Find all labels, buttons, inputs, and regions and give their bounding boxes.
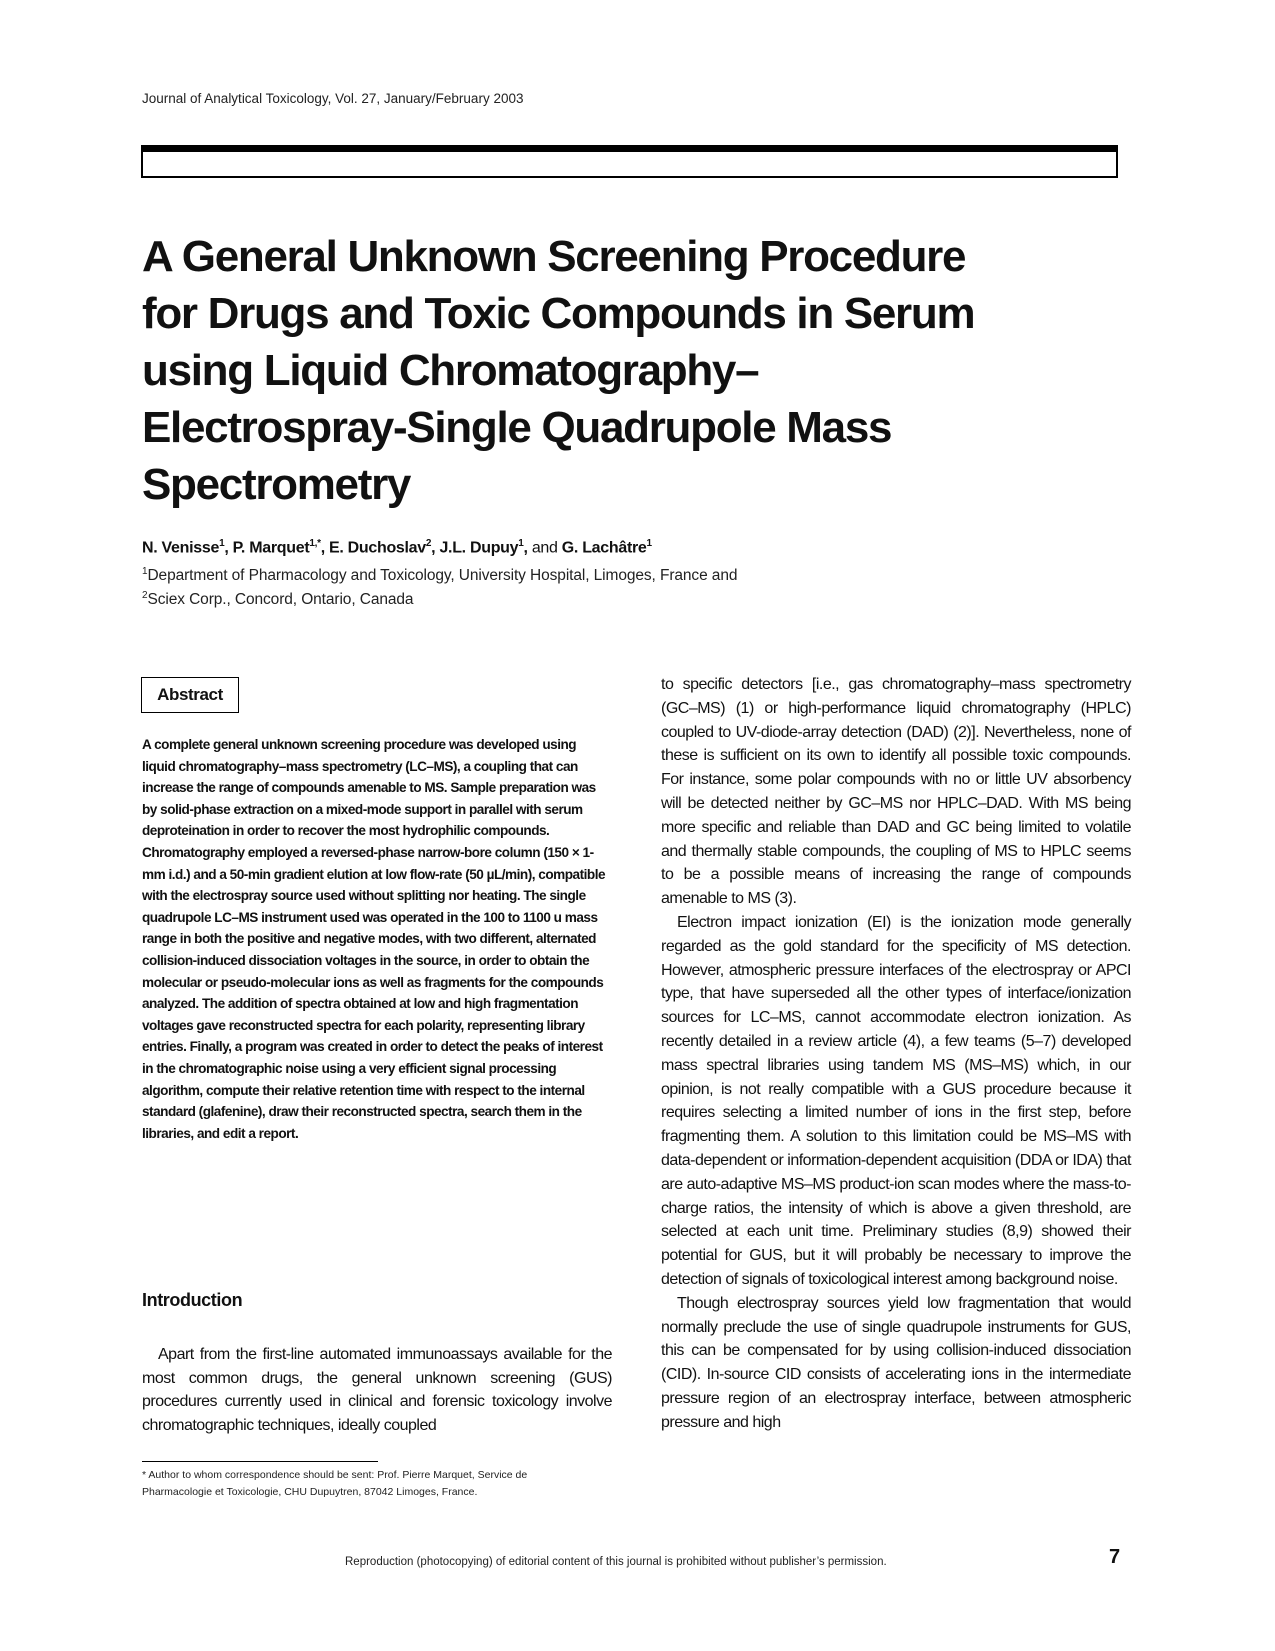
journal-citation: Journal of Analytical Toxicology, Vol. 27, January/February 2003 (142, 91, 524, 106)
author-list: N. Venisse$^1$, P. Marquet$^{1,*}$, E. Duchoslav$^2$, J.L. Dupuy$^1$, and G. Lachâtre$^1$ (142, 538, 652, 557)
correspondence-footnote: * Author to whom correspondence should be sent: Prof. Pierre Marquet, Service de Pharmacologie et Toxicologie, CHU Dupuytren, 87042 Limoges, France. (142, 1469, 528, 1498)
author-conjunction: and (531, 539, 558, 557)
affiliation-text: Sciex Corp., Concord, Ontario, Canada (147, 591, 414, 609)
author-affiliation-mark: 1 (518, 538, 524, 549)
body-paragraph: Though electrospray sources yield low fragmentation that would normally preclude the use of single quadrupole instruments for GUS, this can be compensated for by using collision-induced dissociation (CID). In-source CID consists of accelerating ions in the intermediate pressure region of an electrospray interface, between atmospheric pressure and high (661, 1294, 1131, 1431)
author-affiliation-mark: 1,* (309, 538, 321, 549)
affiliation-line (142, 566, 737, 585)
author-name: N. Venisse (142, 539, 220, 557)
page-number: 7 (1109, 1546, 1121, 1568)
affiliation-text: Department of Pharmacology and Toxicology, University Hospital, Limoges, France and (147, 567, 738, 585)
body-paragraph: Electron impact ionization (EI) is the ionization mode generally regarded as the gold standard for the specificity of MS detection. However, atmospheric pressure interfaces of the electrospray or APCI type, that have superseded all the other types of interface/ionization sources for LC–MS, cannot accommodate electron ionization. As recently detailed in a review article (4), a few teams (5–7) developed mass spectral libraries using tandem MS (MS–MS) which, in our opinion, is not really compatible with a GUS procedure because it requires selecting a limited number of ions in the first step, before fragmenting them. A solution to this limitation could be MS–MS with data-dependent or information-dependent acquisition (DDA or IDA) that are auto-adaptive MS–MS product-ion scan modes where the mass-to-charge ratios, the intensity of which is above a given threshold, are selected at each unit time. Preliminary studies (8,9) showed their potential for GUS, but it will probably be necessary to improve the detection of signals of toxicological interest among background noise. (661, 913, 1131, 1288)
author-name: J.L. Dupuy (439, 539, 519, 557)
footnote-divider (142, 1461, 378, 1462)
author-name: E. Duchoslav (329, 539, 426, 557)
affiliation-mark: 1 (142, 566, 148, 577)
affiliation-line (142, 590, 413, 609)
author-affiliation-mark: 1 (646, 538, 652, 549)
author-name: P. Marquet (232, 539, 310, 557)
right-column (661, 673, 1131, 1435)
abstract-body: A complete general unknown screening procedure was developed using liquid chromatography–mass spectrometry (LC–MS), a coupling that can increase the range of compounds amenable to MS. Sample preparation was by solid-phase extraction on a mixed-mode support in parallel with serum deproteination in order to recover the most hydrophilic compounds. Chromatography employed a reversed-phase narrow-bore column (150 × 1-mm i.d.) and a 50-min gradient elution at low flow-rate (50 µL/min), compatible with the electrospray source used without splitting nor heating. The single quadrupole LC–MS instrument used was operated in the 100 to 1100 u mass range in both the positive and negative modes, with two different, alternated collision-induced dissociation voltages in the source, in order to obtain the molecular or pseudo-molecular ions as well as fragments for the compounds analyzed. The addition of spectra obtained at low and high fragmentation voltages gave reconstructed spectra for each polarity, representing library entries. Finally, a program was created in order to detect the peaks of interest in the chromatographic noise using a very efficient signal processing algorithm, compute their relative retention time with respect to the internal standard (glafenine), draw their reconstructed spectra, search them in the libraries, and edit a report. (142, 737, 606, 1141)
abstract-heading: Abstract (141, 677, 239, 713)
author-name: G. Lachâtre (561, 539, 647, 557)
body-paragraph: to specific detectors [i.e., gas chromatography–mass spectrometry (GC–MS) (1) or high-performance liquid chromatography (HPLC) coupled to UV-diode-array detection (DAD) (2)]. Nevertheless, none of these is sufficient on its own to identify all possible toxic compounds. For instance, some polar compounds with no or little UV absorbency will be detected neither by GC–MS nor HPLC–DAD. With MS being more specific and reliable than DAD and GC being limited to volatile and thermally stable compounds, the coupling of MS to HPLC seems to be a possible means of increasing the range of compounds amenable to MS (3). (661, 676, 1131, 908)
introduction-heading: Introduction (142, 1290, 243, 1310)
author-affiliation-mark: 2 (425, 538, 432, 549)
article-title: A General Unknown Screening Procedure for Drugs and Toxic Compounds in Serum using Liquid Chromatography–Electrospray-Single Quadrupole Mass Spectrometry (142, 232, 975, 509)
introduction-paragraph: Apart from the first-line automated immunoassays available for the most common drugs, the general unknown screening (GUS) procedures currently used in clinical and forensic toxicology involve chromatographic techniques, ideally coupled (142, 1346, 612, 1434)
reproduction-notice: Reproduction (photocopying) of editorial content of this journal is prohibited without publisher’s permission. (345, 1556, 887, 1568)
affiliation-mark: 2 (142, 590, 148, 601)
author-affiliation-mark: 1 (219, 538, 225, 549)
title-banner-box (141, 145, 1118, 178)
